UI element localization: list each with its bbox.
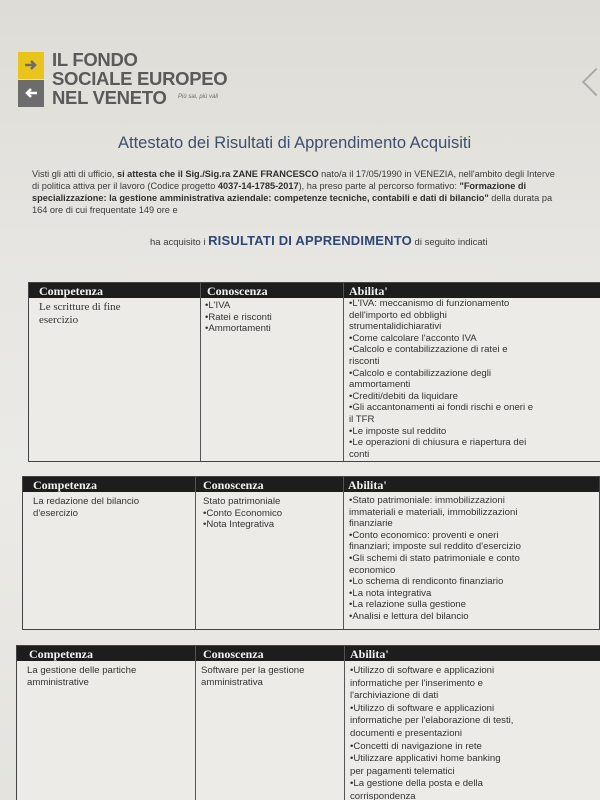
cell-line: •La relazione sulla gestione [349, 599, 466, 611]
cell-line: amministrativa [201, 676, 263, 688]
cell-line: Software per la gestione [201, 665, 305, 676]
cell-line: ammortamenti [349, 379, 411, 391]
cell-line: •Crediti/debiti da liquidare [349, 390, 458, 402]
cell-line: per pagamenti telematici [350, 765, 455, 777]
cell-line: dell'importo ed obblighi [349, 309, 447, 321]
cell-line: •Calcolo e contabilizzazione degli [349, 367, 492, 379]
cell-line: •Utilizzo di software e applicazioni [350, 702, 495, 714]
cell-line: •Ammortamenti [205, 323, 271, 335]
intro-bold-code: 4037-14-1785-2017 [217, 181, 299, 191]
table-header [23, 477, 599, 492]
cell-line: •Ratei e risconti [205, 311, 272, 323]
results-table-1 [28, 282, 600, 462]
cell-line: l'archiviazione di dati [350, 690, 439, 702]
cell-line: •Gli schemi di stato patrimoniale e conto [349, 552, 520, 564]
cell-line: Le scritture di fine [39, 301, 121, 313]
cell-line: La redazione del bilancio [33, 496, 140, 507]
competenza-cell [33, 496, 139, 519]
cell-line: risconti [349, 355, 380, 367]
header-competenza: Competenza [29, 647, 93, 661]
cell-line: •Utilizzare applicativi home banking [350, 753, 501, 765]
cell-line: finanziarie [349, 518, 393, 530]
fse-veneto-logo [18, 50, 238, 110]
competenza-cell [39, 301, 121, 326]
cell-line: •L'IVA [205, 300, 231, 311]
column-divider [195, 646, 196, 800]
column-divider [343, 477, 344, 629]
cell-line: amministrative [27, 676, 89, 688]
abilita-cell [349, 298, 533, 460]
subheading-highlight: RISULTATI DI APPRENDIMENTO [208, 233, 412, 248]
cell-line: •Conto Economico [203, 507, 283, 519]
cell-line: •L'IVA: meccanismo di funzionamento [349, 298, 510, 309]
cell-line: Stato patrimoniale [203, 496, 281, 507]
results-subheading [150, 233, 487, 248]
cell-line: strumentalidichiarativi [349, 321, 442, 333]
cell-line: il TFR [349, 413, 375, 425]
cell-line: •Conto economico: proventi e oneri [349, 529, 499, 541]
header-abilita: Abilita' [350, 647, 389, 661]
intro-text: della durata pa [488, 193, 553, 203]
abilita-cell [349, 495, 521, 623]
subheading-suffix: di seguito indicati [411, 237, 488, 248]
cell-line: •Stato patrimoniale: immobilizzazioni [349, 495, 505, 506]
logo-line: IL FONDO [52, 49, 138, 70]
column-divider [200, 283, 201, 461]
cell-line: •La gestione della posta e della [350, 778, 483, 790]
cell-line: immateriali e materiali, immobilizzazioni [349, 506, 518, 518]
cell-line: •Analisi e lettura del bilancio [349, 610, 469, 622]
document-title: Attestato dei Risultati di Apprendimento Acquisiti [118, 134, 472, 152]
header-competenza: Competenza [33, 478, 97, 492]
cell-line: documenti e presentazioni [350, 727, 462, 739]
intro-paragraph [32, 168, 600, 216]
column-divider [344, 646, 345, 800]
abilita-cell [350, 665, 513, 800]
table-header [29, 283, 600, 298]
logo-arrows-icon [18, 52, 44, 107]
logo-tagline: Più sai, più vali [178, 94, 219, 100]
intro-text: 164 ore di cui frequentate 149 ore e [32, 205, 178, 215]
cell-line: •Le operazioni di chiusura e riapertura dei [349, 437, 527, 449]
cell-line: corrispondenza [350, 790, 416, 800]
cell-line: •Gli accantonamenti ai fondi rischi e oneri e [349, 402, 534, 414]
cell-line: La gestione delle partiche [27, 665, 137, 676]
column-divider [343, 283, 344, 461]
intro-text: nato/a il 17/05/1990 in VENEZIA, nell'ambito degli Interve [318, 169, 555, 179]
intro-text: Visti gli atti di ufficio, [32, 169, 117, 179]
cell-line: informatiche per l'elaborazione di testi, [350, 715, 514, 727]
cell-line: informatiche per l'inserimento e [350, 677, 484, 689]
cell-line: d'esercizio [33, 507, 79, 519]
conoscenza-cell [201, 665, 304, 688]
header-conoscenza: Conoscenza [207, 284, 268, 298]
column-divider [195, 477, 196, 629]
cell-line: finanziari; imposte sul reddito d'esercizio [349, 541, 521, 553]
subheading-prefix: ha acquisito i [150, 237, 209, 248]
conoscenza-cell [205, 300, 272, 335]
cell-line: •Calcolo e contabilizzazione di ratei e [349, 344, 508, 356]
header-competenza: Competenza [39, 284, 103, 298]
logo-line: NEL VENETO [52, 87, 167, 108]
page-corner-mark [582, 68, 600, 96]
cell-line: •Nota Integrativa [203, 519, 275, 531]
cell-line: economico [349, 564, 396, 576]
cell-line: •Concetti di navigazione in rete [350, 740, 482, 752]
conoscenza-cell [203, 496, 282, 531]
intro-bold-name: si attesta che il Sig./Sig.ra ZANE FRANCESCO [116, 169, 319, 179]
header-abilita: Abilita' [348, 478, 387, 492]
cell-line: conti [349, 448, 370, 460]
intro-text: ), ha preso parte al percorso formativo: [298, 181, 460, 191]
header-conoscenza: Conoscenza [203, 647, 264, 661]
cell-line: •Come calcolare l'acconto IVA [349, 332, 477, 344]
cell-line: esercizio [39, 313, 79, 326]
logo-line: SOCIALE EUROPEO [52, 68, 228, 89]
intro-bold-course: "Formazione di specializzazione: la gestione amministrativa aziendale: competenze tecniche, contabili e dati di bilancio" [32, 181, 527, 203]
intro-text: di politica attiva per il lavoro (Codice progetto [32, 181, 218, 191]
competenza-cell [27, 665, 136, 688]
table-header [17, 646, 600, 661]
header-abilita: Abilita' [349, 284, 388, 298]
results-table-3 [16, 645, 600, 800]
cell-line: •La nota integrativa [349, 587, 432, 599]
cell-line: •Lo schema di rendiconto finanziario [349, 576, 504, 588]
cell-line: •Utilizzo di software e applicazioni [350, 665, 495, 676]
header-conoscenza: Conoscenza [203, 478, 264, 492]
results-table-2 [22, 476, 600, 630]
cell-line: •Le imposte sul reddito [349, 425, 447, 437]
